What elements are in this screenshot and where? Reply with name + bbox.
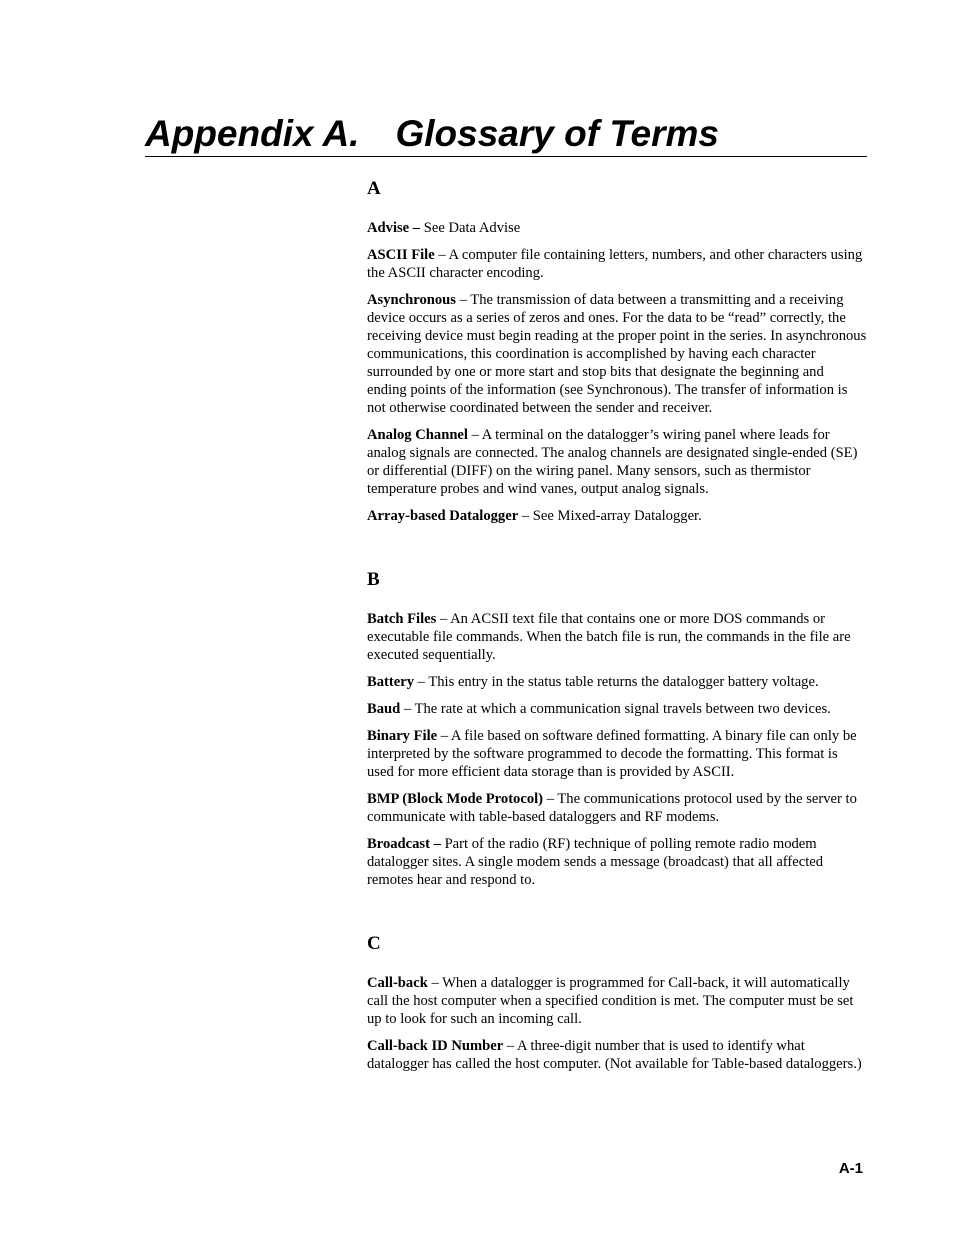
glossary-entry-broadcast [367,835,867,889]
glossary-term: Broadcast – [367,836,441,852]
glossary-entry-call-back [367,974,867,1028]
glossary-entry-analog-channel [367,426,867,498]
glossary-term: BMP (Block Mode Protocol) [367,791,544,807]
glossary-definition: – The communications protocol used by the server to communicate with table-based dataloggers and RF modems. [367,791,857,825]
glossary-definition: – The transmission of data between a transmitting and a receiving device occurs as a series of zeros and ones. For the data to be “read” correctly, the receiving device must begin reading at the proper point in the series. In asynchronous communications, this coordination is accomplished by having each character surrounded by one or more start and stop bits that designate the beginning and ending points of the information (see Synchronous). The transfer of information is not otherwise coordinated between the sender and receiver. [367,292,867,416]
glossary-entry-batch-files [367,610,867,664]
glossary-entry-binary-file [367,727,867,781]
glossary-entry-bmp [367,790,867,826]
glossary-definition: – When a datalogger is programmed for Call-back, it will automatically call the host computer when a specified condition is met. The computer must be set up to look for such an incoming call. [367,975,854,1027]
glossary-entry-call-back-id-number [367,1037,867,1073]
glossary-definition: – The rate at which a communication signal travels between two devices. [400,701,831,717]
glossary-definition: – A file based on software defined formatting. A binary file can only be interpreted by the software programmed to decode the formatting. This format is used for more efficient data storage than is provided by ASCII. [367,728,857,780]
glossary-definition: – See Mixed-array Datalogger. [518,508,702,524]
page-number: A-1 [838,1160,863,1177]
glossary-content [367,178,867,1082]
glossary-entry-baud [367,700,867,718]
glossary-term: Batch Files [367,611,437,627]
section-c [367,933,867,1073]
glossary-definition: Part of the radio (RF) technique of polling remote radio modem datalogger sites. A single modem sends a message (broadcast) that all affected remotes hear and respond to. [367,836,824,888]
section-letter-a: A [367,178,381,199]
section-letter-b: B [367,569,380,590]
glossary-term: Baud [367,701,401,717]
section-c-entries [367,974,867,1073]
glossary-definition: – A computer file containing letters, numbers, and other characters using the ASCII character encoding. [367,247,863,281]
glossary-entry-asynchronous [367,291,867,417]
glossary-definition: – An ACSII text file that contains one or more DOS commands or executable file commands. When the batch file is run, the commands in the file are executed sequentially. [367,611,851,663]
section-b-entries [367,610,867,889]
appendix-title: Glossary of Terms [395,113,720,154]
glossary-entry-advise [367,219,867,237]
glossary-entry-array-based-datalogger [367,507,867,525]
glossary-term: Call-back [367,975,428,991]
glossary-term: Analog Channel [367,427,468,443]
page-title [145,112,867,157]
section-a-entries [367,219,867,525]
glossary-term: Asynchronous [367,292,456,308]
glossary-definition: See Data Advise [420,220,521,236]
glossary-term: Advise – [367,220,421,236]
section-b [367,569,867,889]
glossary-term: Binary File [367,728,438,744]
glossary-term: ASCII File [367,247,435,263]
appendix-label: Appendix A. [145,113,360,154]
glossary-definition: – A three-digit number that is used to identify what datalogger has called the host computer. (Not available for Table-based dataloggers.) [367,1038,862,1072]
section-letter-c: C [367,933,381,954]
section-a [367,178,867,525]
glossary-definition: – This entry in the status table returns the datalogger battery voltage. [414,674,819,690]
glossary-term: Array-based Datalogger [367,508,519,524]
glossary-definition: – A terminal on the datalogger’s wiring panel where leads for analog signals are connected. The analog channels are designated single-ended (SE) or differential (DIFF) on the wiring panel. Many sensors, such as thermistor temperature probes and wind vanes, output analog signals. [367,427,858,497]
glossary-term: Battery [367,674,415,690]
glossary-entry-ascii-file [367,246,867,282]
glossary-term: Call-back ID Number [367,1038,504,1054]
glossary-entry-battery [367,673,867,691]
